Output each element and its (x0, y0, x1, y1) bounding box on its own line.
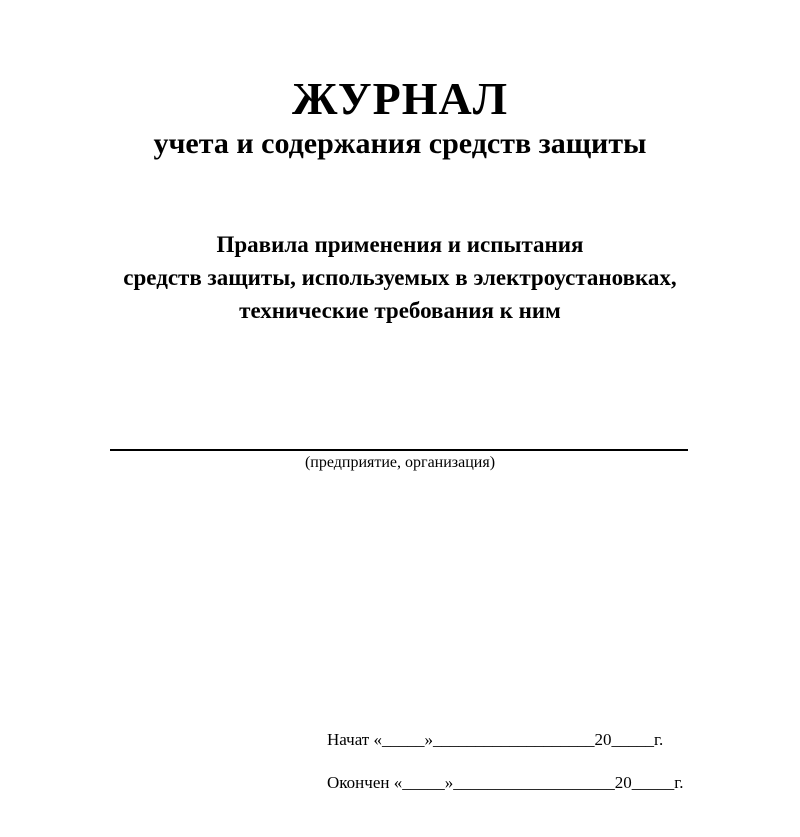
rules-line-2: средств защиты, используемых в электроустановках, (123, 265, 677, 290)
journal-subtitle: учета и содержания средств защиты (153, 127, 647, 160)
rules-heading (0, 228, 800, 327)
organization-caption: (предприятие, организация) (304, 454, 496, 471)
journal-title: ЖУРНАЛ (292, 73, 508, 124)
finish-date-line: Окончен «_____»___________________20_____г. (327, 773, 684, 792)
rules-line-3: технические требования к ним (239, 298, 561, 323)
organization-fill-line (110, 449, 688, 451)
start-date-line: Начат «_____»___________________20_____г. (327, 730, 664, 749)
rules-line-1: Правила применения и испытания (216, 232, 584, 257)
